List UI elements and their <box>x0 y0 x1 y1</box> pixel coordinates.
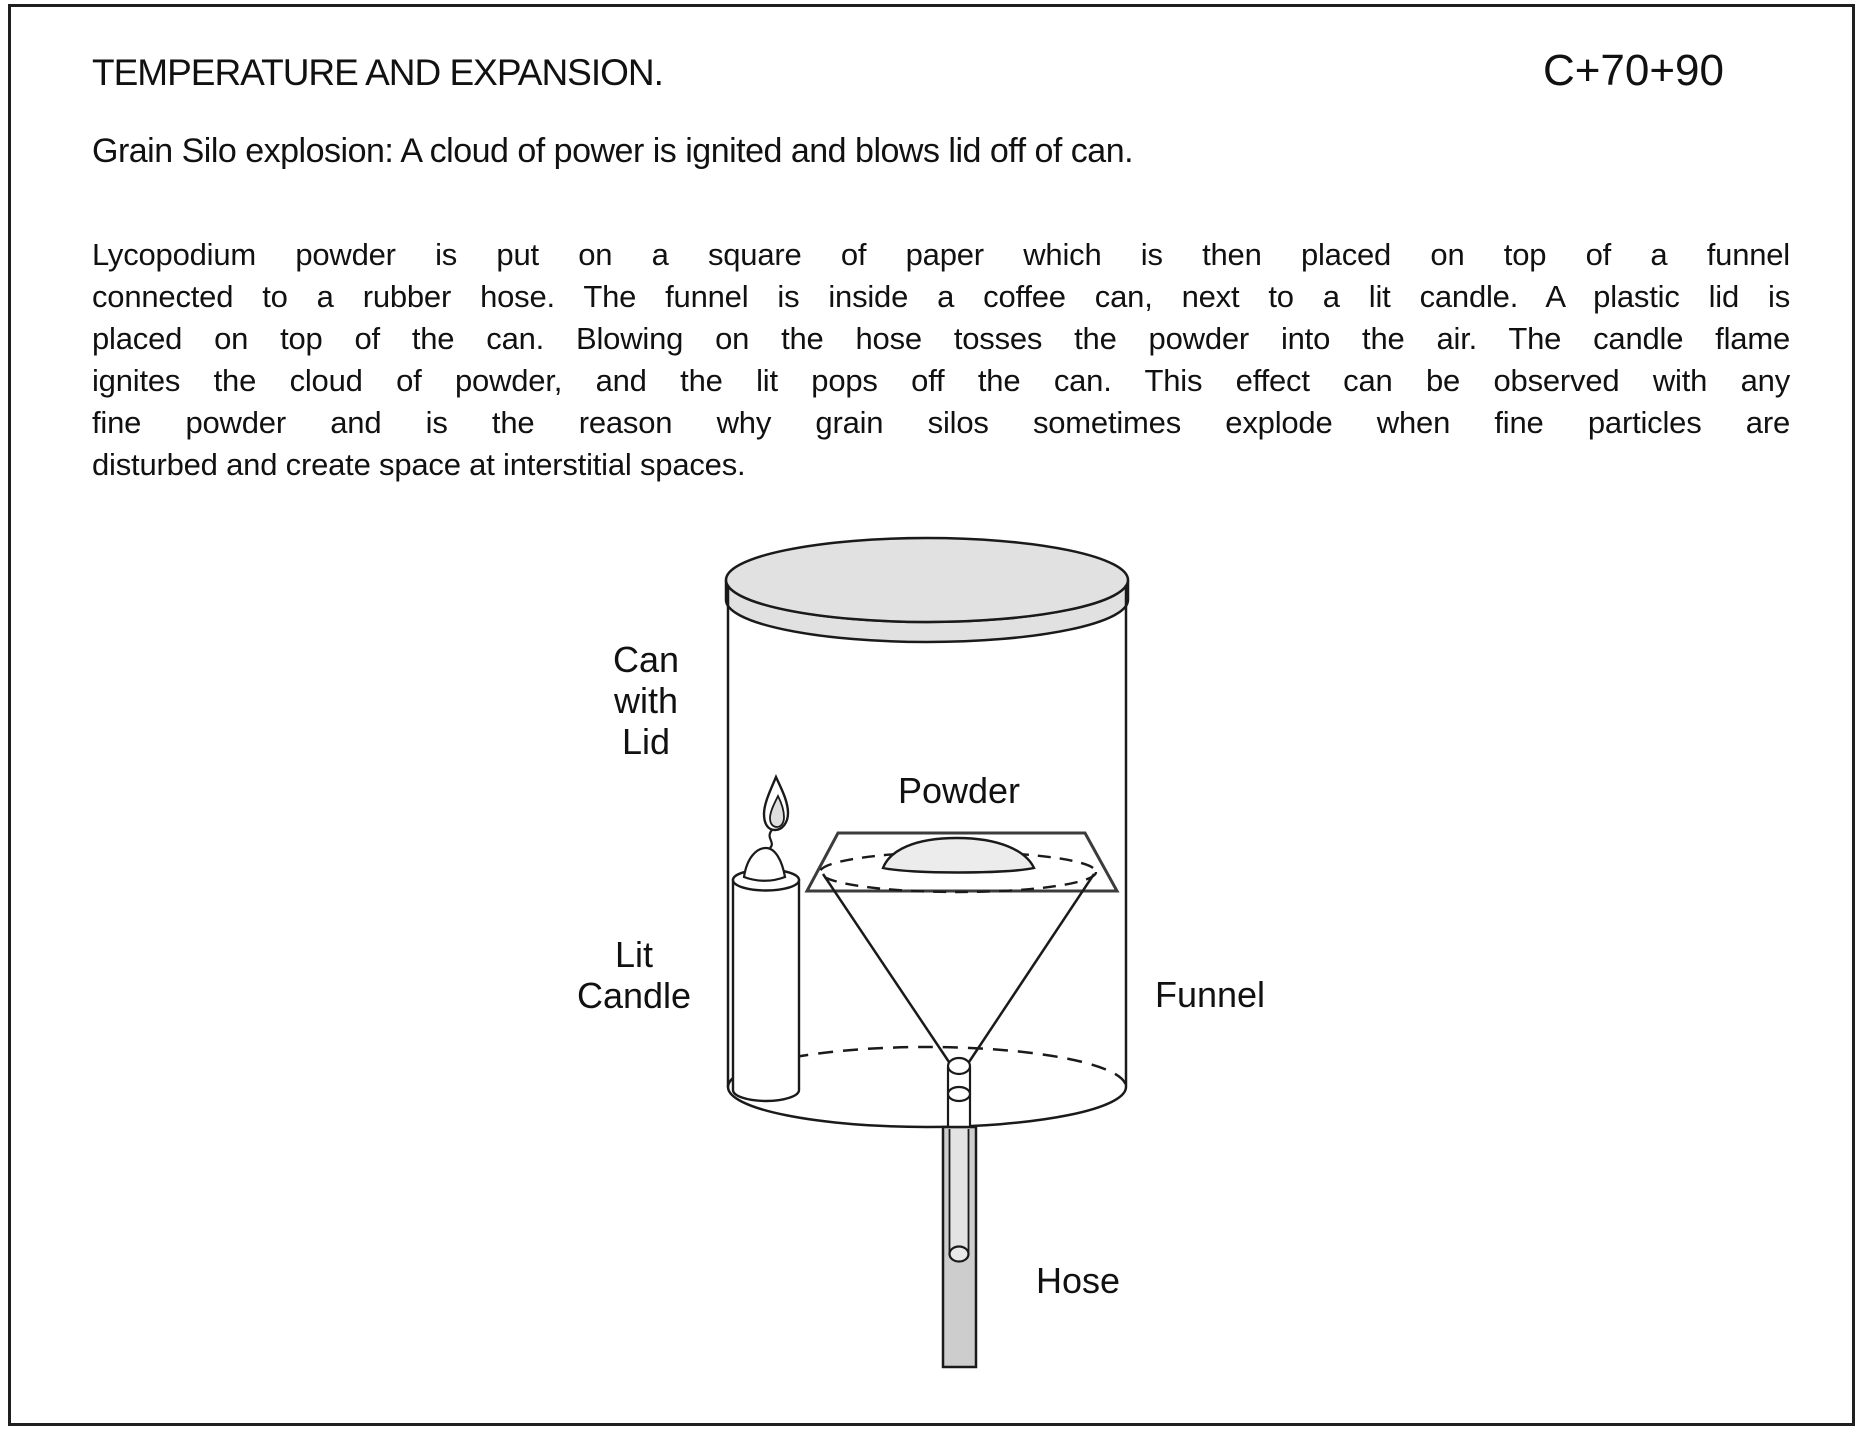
candle-body <box>733 880 799 1101</box>
paragraph-line: Lycopodium powder is put on a square of paper which is then placed on top of a funnel <box>92 237 1790 272</box>
document-code: C+70+90 <box>1542 46 1724 95</box>
page-subtitle: Grain Silo explosion: A cloud of power is ignited and blows lid off of can. <box>92 132 1134 170</box>
label-hose: Hose <box>1035 1260 1121 1301</box>
label-lit-candle-line1: Lit <box>614 934 654 975</box>
page-title: TEMPERATURE AND EXPANSION. <box>92 52 663 93</box>
paragraph-line: fine powder and is the reason why grain silos sometimes explode when fine particles are <box>92 405 1790 440</box>
label-can-with-lid-line3: Lid <box>621 721 671 762</box>
funnel-cone <box>823 874 1094 1062</box>
lit-candle <box>733 777 799 1101</box>
rubber-hose <box>943 1127 976 1367</box>
label-can-with-lid-line1: Can <box>612 639 680 680</box>
paragraph-line: disturbed and create space at interstitial spaces. <box>92 447 746 482</box>
label-lit-candle-line2: Candle <box>576 975 692 1016</box>
label-can-with-lid-line2: with <box>613 680 679 721</box>
stem-end-in-hose <box>950 1247 969 1262</box>
label-funnel: Funnel <box>1154 974 1266 1015</box>
paragraph-line: placed on top of the can. Blowing on the hose tosses the powder into the air. The candle flame <box>92 321 1790 356</box>
candle-wick <box>770 830 772 848</box>
paragraph-line: connected to a rubber hose. The funnel is inside a coffee can, next to a lit candle. A plastic lid is <box>92 279 1790 314</box>
can-lid <box>726 538 1128 642</box>
label-powder: Powder <box>897 770 1021 811</box>
diagram-labels <box>577 639 1265 1301</box>
wax-mound <box>744 848 785 881</box>
paragraph-line: ignites the cloud of powder, and the lit pops off the can. This effect can be observed with any <box>92 363 1790 398</box>
funnel-stem <box>948 1058 970 1127</box>
